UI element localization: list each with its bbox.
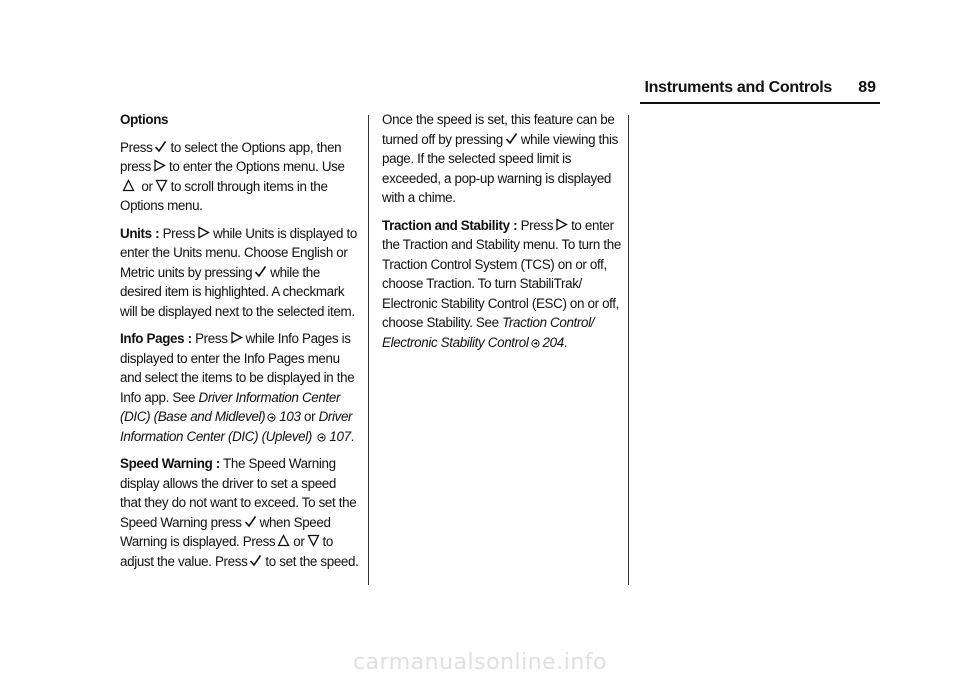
text: press [120, 159, 151, 174]
page-number: 89 [858, 79, 876, 96]
options-paragraph [120, 138, 360, 216]
info-pages-label: Info Pages : [120, 331, 192, 346]
header-rule [640, 102, 880, 104]
page-reference[interactable]: 107 [329, 428, 351, 444]
traction-paragraph [382, 216, 624, 353]
cross-reference-link[interactable]: Traction Control/ Electronic Stability Control [382, 315, 595, 350]
text: to select the Options app, then [170, 139, 342, 155]
page-ref-icon [267, 413, 276, 422]
page-header [640, 79, 880, 101]
check-icon [249, 554, 262, 567]
watermark: carmanualsonline.info [353, 650, 607, 675]
triangle-up-icon [277, 534, 290, 547]
text: The Speed Warning display allows the driver to set a speed that they do not want to exceed. To set the Speed Warning press [120, 456, 357, 530]
section-title: Instruments and Controls [644, 79, 832, 96]
triangle-down-icon [307, 534, 320, 547]
check-icon [244, 515, 257, 528]
triangle-right-icon [230, 331, 243, 344]
text: to set the speed. [265, 553, 359, 569]
text: Press [162, 225, 196, 241]
text: to scroll through items in the Options menu. [120, 178, 328, 213]
cross-reference-link[interactable]: Driver Information Center (DIC) (Uplevel) [120, 409, 353, 444]
speed-warning-paragraph [120, 454, 360, 571]
column-divider [628, 115, 629, 585]
text: to enter the Options menu. Use [169, 159, 345, 174]
text: Press [120, 139, 153, 155]
text: while viewing this page. If the selected speed limit is exceeded, a pop-up warning is displayed with a chime. [382, 131, 618, 205]
page-ref-icon [317, 433, 326, 442]
text: or [303, 409, 316, 424]
page-reference[interactable]: 204 [542, 334, 564, 350]
options-heading: Options [120, 112, 169, 127]
column-left [120, 110, 360, 579]
text: to enter the Traction and Stability menu. To turn the Traction Control System (TCS) on or off, choose Traction. To turn StabiliTrak/ Electronic Stability Control (ESC) on or off, choose Stability. See [382, 217, 621, 330]
page-ref-icon [531, 339, 540, 348]
check-icon [154, 140, 167, 153]
text: while the desired item is highlighted. A checkmark will be displayed next to the selected item. [120, 264, 355, 319]
triangle-right-icon [197, 226, 210, 239]
column-divider [368, 115, 369, 585]
units-label: Units : [120, 225, 160, 241]
check-icon [254, 265, 267, 278]
triangle-right-icon [555, 218, 568, 231]
text: Press [520, 217, 554, 233]
text: when Speed Warning is displayed. Press [120, 514, 331, 549]
info-pages-paragraph [120, 329, 360, 446]
text: Press [195, 331, 228, 346]
column-middle [382, 110, 624, 360]
page-reference[interactable]: 103 [279, 409, 301, 424]
text: Once the speed is set, this feature can be turned off by pressing [382, 112, 615, 147]
triangle-right-icon [153, 159, 166, 172]
text: or [293, 534, 305, 549]
check-icon [505, 132, 518, 145]
text: to adjust the value. Press [120, 534, 333, 569]
cross-reference-link[interactable]: Driver Information Center (DIC) (Base and Midlevel) [120, 389, 341, 424]
text: while Units is displayed to enter the Units menu. Choose English or Metric units by pressing [120, 225, 357, 280]
units-paragraph [120, 224, 360, 322]
triangle-up-icon [122, 179, 135, 192]
text: . [563, 334, 568, 350]
text: or [141, 178, 153, 194]
speed-set-paragraph [382, 110, 624, 208]
text: while Info Pages is displayed to enter the Info Pages menu and select the items to be displayed in the Info app. See [120, 331, 355, 405]
triangle-down-icon [155, 179, 168, 192]
speed-warning-label: Speed Warning : [120, 456, 220, 471]
text: . [350, 428, 355, 444]
traction-label: Traction and Stability : [382, 217, 518, 233]
